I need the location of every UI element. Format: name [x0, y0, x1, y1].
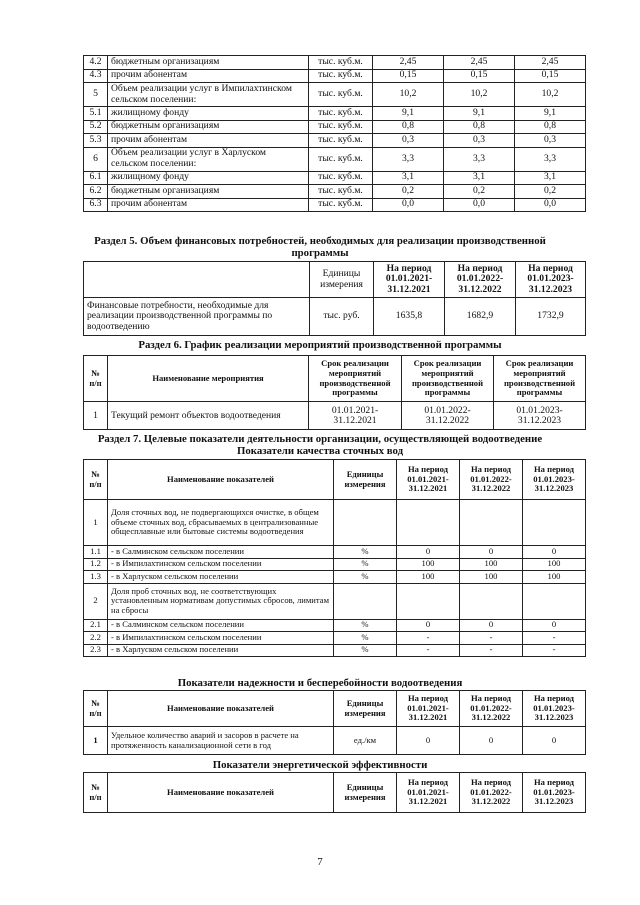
table-cell-unit: тыс. куб.м.	[309, 120, 373, 134]
table-cell-v2: 3,3	[444, 147, 515, 171]
table-cell-v2: -	[460, 644, 523, 657]
table-row	[84, 56, 586, 70]
table-cell-v1: 2,45	[373, 56, 444, 70]
table-row	[84, 198, 586, 212]
table-cell-v2: 0,0	[444, 198, 515, 212]
table-cell-v1: 0	[397, 619, 460, 632]
table-cell-name: - в Импилахтинском сельском поселении	[108, 558, 334, 571]
table-row	[84, 171, 586, 185]
table-cell-unit: тыс. куб.м.	[309, 56, 373, 70]
table-cell-name: - в Салминском сельском поселении	[108, 619, 334, 632]
energy-table	[83, 772, 586, 813]
table-cell-name: Доля проб сточных вод, не соответствующих установленным нормативам допустимых сбросов, лимитам на сбросы	[108, 583, 334, 619]
table-row	[84, 500, 586, 546]
table-cell-v1: 100	[397, 558, 460, 571]
table-cell-v1: 0,0	[373, 198, 444, 212]
table-cell-name: прочим абонентам	[108, 69, 309, 83]
table-row	[84, 644, 586, 657]
table-cell-name: - в Харлуском сельском поселении	[108, 571, 334, 584]
table-cell-unit: %	[334, 558, 397, 571]
table-cell-name: - в Харлуском сельском поселении	[108, 644, 334, 657]
table-cell-unit: тыс. куб.м.	[309, 185, 373, 199]
table-cell-unit: тыс. куб.м.	[309, 134, 373, 148]
table-cell-v3: 0	[523, 619, 586, 632]
table-cell-v3: 0,15	[515, 69, 586, 83]
table-cell-v1: 0,15	[373, 69, 444, 83]
reliability-table	[83, 690, 586, 755]
schedule-row: 1 Текущий ремонт объектов водоотведения 01.01.2021-31.12.2021 01.01.2022-31.12.2022 01.01.2023-31.12.2023	[84, 402, 586, 430]
table-cell-unit: %	[334, 632, 397, 645]
reliability-title: Показатели надежности и бесперебойности водоотведения	[177, 677, 463, 689]
table-row	[84, 185, 586, 199]
table-cell-v3: 10,2	[515, 83, 586, 107]
section6-title: Раздел 6. График реализации мероприятий производственной программы	[138, 339, 502, 351]
energy-header-row: № п/п Наименование показателей Единицы измерения На период 01.01.2021-31.12.2021 На период 01.01.2022-31.12.2022 На период 01.01.2023-31.12.2023	[84, 773, 586, 813]
table-cell-name: бюджетным организациям	[108, 185, 309, 199]
table-row	[84, 546, 586, 559]
table-cell-v2: 0,8	[444, 120, 515, 134]
table-cell-v3: -	[523, 632, 586, 645]
table-cell-v2: 0,15	[444, 69, 515, 83]
table-cell-v3: 3,1	[515, 171, 586, 185]
table-cell-name: - в Салминском сельском поселении	[108, 546, 334, 559]
schedule-header-row: № п/п Наименование мероприятия Срок реализации мероприятий производственной программы Срок реализации мероприятий производственной программы Срок реализации мероприятий производственной программы	[84, 356, 586, 402]
table-row	[84, 619, 586, 632]
table-cell-num: 1	[84, 500, 108, 546]
table-cell-v2	[460, 583, 523, 619]
table-cell-num: 6.3	[84, 198, 108, 212]
energy-title: Показатели энергетической эффективности	[212, 759, 428, 771]
table-row	[84, 558, 586, 571]
table-cell-v2: 100	[460, 558, 523, 571]
section7-title: Раздел 7. Целевые показатели деятельности организации, осуществляющей водоотведение Показатели качества сточных вод	[97, 433, 543, 457]
table-cell-name: прочим абонентам	[108, 134, 309, 148]
table-cell-v3: -	[523, 644, 586, 657]
table-cell-name: Объем реализации услуг в Харлуском сельском поселении:	[108, 147, 309, 171]
table-cell-v1: -	[397, 644, 460, 657]
finance-row: Финансовые потребности, необходимые для реализации производственной программы по водоотведению тыс. руб. 1635,8 1682,9 1732,9	[84, 298, 586, 336]
table-row	[84, 69, 586, 83]
table-cell-unit: тыс. куб.м.	[309, 107, 373, 121]
table-cell-v3	[523, 583, 586, 619]
table-row	[84, 632, 586, 645]
table-cell-v3: 0	[523, 546, 586, 559]
table-cell-unit: тыс. куб.м.	[309, 171, 373, 185]
table-cell-v1: 0,3	[373, 134, 444, 148]
table-cell-v2: 0	[460, 546, 523, 559]
table-cell-v1: 3,3	[373, 147, 444, 171]
table-cell-num: 2.3	[84, 644, 108, 657]
table-cell-v3: 100	[523, 571, 586, 584]
table-row	[84, 147, 586, 171]
table-cell-num: 5.1	[84, 107, 108, 121]
table-cell-name: жилищному фонду	[108, 171, 309, 185]
table-cell-num: 1.2	[84, 558, 108, 571]
table-cell-v1: -	[397, 632, 460, 645]
table-cell-num: 6.2	[84, 185, 108, 199]
reliability-header-row: № п/п Наименование показателей Единицы измерения На период 01.01.2021-31.12.2021 На период 01.01.2022-31.12.2022 На период 01.01.2023-31.12.2023	[84, 691, 586, 727]
table-cell-num: 6.1	[84, 171, 108, 185]
table-cell-num: 2.2	[84, 632, 108, 645]
table-cell-v3: 2,45	[515, 56, 586, 70]
table-cell-v3: 100	[523, 558, 586, 571]
table-cell-unit: %	[334, 619, 397, 632]
table-cell-name: бюджетным организациям	[108, 56, 309, 70]
table-cell-v1: 0,2	[373, 185, 444, 199]
table-cell-v1	[397, 583, 460, 619]
table-row	[84, 107, 586, 121]
table-cell-v2: 2,45	[444, 56, 515, 70]
table-cell-v2: -	[460, 632, 523, 645]
table-cell-v1	[397, 500, 460, 546]
table-cell-unit: %	[334, 571, 397, 584]
table-cell-unit	[334, 500, 397, 546]
finance-table	[83, 261, 586, 336]
table-cell-name: бюджетным организациям	[108, 120, 309, 134]
table-cell-unit: тыс. куб.м.	[309, 83, 373, 107]
volume-table	[83, 55, 586, 212]
table-cell-name: Объем реализации услуг в Импилахтинском сельском поселении:	[108, 83, 309, 107]
table-cell-num: 2.1	[84, 619, 108, 632]
table-cell-v1: 100	[397, 571, 460, 584]
table-cell-unit: %	[334, 644, 397, 657]
quality-table	[83, 459, 586, 657]
table-cell-unit: тыс. куб.м.	[309, 147, 373, 171]
table-row	[84, 583, 586, 619]
table-cell-name: - в Импилахтинском сельском поселении	[108, 632, 334, 645]
table-cell-num: 1.3	[84, 571, 108, 584]
table-cell-v1: 9,1	[373, 107, 444, 121]
table-cell-v2	[460, 500, 523, 546]
table-row	[84, 83, 586, 107]
table-cell-v2: 9,1	[444, 107, 515, 121]
table-cell-v2: 10,2	[444, 83, 515, 107]
table-cell-unit: тыс. куб.м.	[309, 69, 373, 83]
schedule-table	[83, 355, 586, 430]
table-cell-v2: 0,3	[444, 134, 515, 148]
table-cell-num: 1.1	[84, 546, 108, 559]
table-cell-num: 6	[84, 147, 108, 171]
table-cell-v3	[523, 500, 586, 546]
table-cell-v2: 0	[460, 619, 523, 632]
table-cell-num: 4.3	[84, 69, 108, 83]
page-number: 7	[317, 856, 323, 868]
table-cell-v3: 3,3	[515, 147, 586, 171]
table-cell-v1: 0,8	[373, 120, 444, 134]
table-cell-v1: 3,1	[373, 171, 444, 185]
table-cell-v2: 3,1	[444, 171, 515, 185]
table-cell-num: 4.2	[84, 56, 108, 70]
table-cell-name: жилищному фонду	[108, 107, 309, 121]
table-cell-v1: 10,2	[373, 83, 444, 107]
table-row	[84, 134, 586, 148]
table-cell-v3: 9,1	[515, 107, 586, 121]
table-cell-name: прочим абонентам	[108, 198, 309, 212]
section5-title: Раздел 5. Объем финансовых потребностей, необходимых для реализации производственной программы	[94, 235, 546, 259]
table-cell-v3: 0,0	[515, 198, 586, 212]
table-cell-unit: %	[334, 546, 397, 559]
table-cell-v2: 0,2	[444, 185, 515, 199]
table-cell-num: 5	[84, 83, 108, 107]
table-cell-num: 5.3	[84, 134, 108, 148]
table-cell-v2: 100	[460, 571, 523, 584]
quality-header-row: № п/п Наименование показателей Единицы измерения На период 01.01.2021-31.12.2021 На период 01.01.2022-31.12.2022 На период 01.01.2023-31.12.2023	[84, 460, 586, 500]
table-cell-unit: тыс. куб.м.	[309, 198, 373, 212]
table-cell-unit	[334, 583, 397, 619]
table-cell-v3: 0,8	[515, 120, 586, 134]
table-cell-num: 5.2	[84, 120, 108, 134]
finance-header-row: Единицы измерения На период 01.01.2021-31.12.2021 На период 01.01.2022-31.12.2022 На период 01.01.2023-31.12.2023	[84, 262, 586, 298]
table-cell-v1: 0	[397, 546, 460, 559]
reliability-row: 1 Удельное количество аварий и засоров в расчете на протяженность канализационной сети в год ед./км 0 0 0	[84, 727, 586, 755]
table-row	[84, 571, 586, 584]
table-row	[84, 120, 586, 134]
table-cell-num: 2	[84, 583, 108, 619]
table-cell-name: Доля сточных вод, не подвергающихся очистке, в общем объеме сточных вод, сбрасываемых в централизованные общесплавные или бытовые системы водоотведения	[108, 500, 334, 546]
table-cell-v3: 0,2	[515, 185, 586, 199]
table-cell-v3: 0,3	[515, 134, 586, 148]
